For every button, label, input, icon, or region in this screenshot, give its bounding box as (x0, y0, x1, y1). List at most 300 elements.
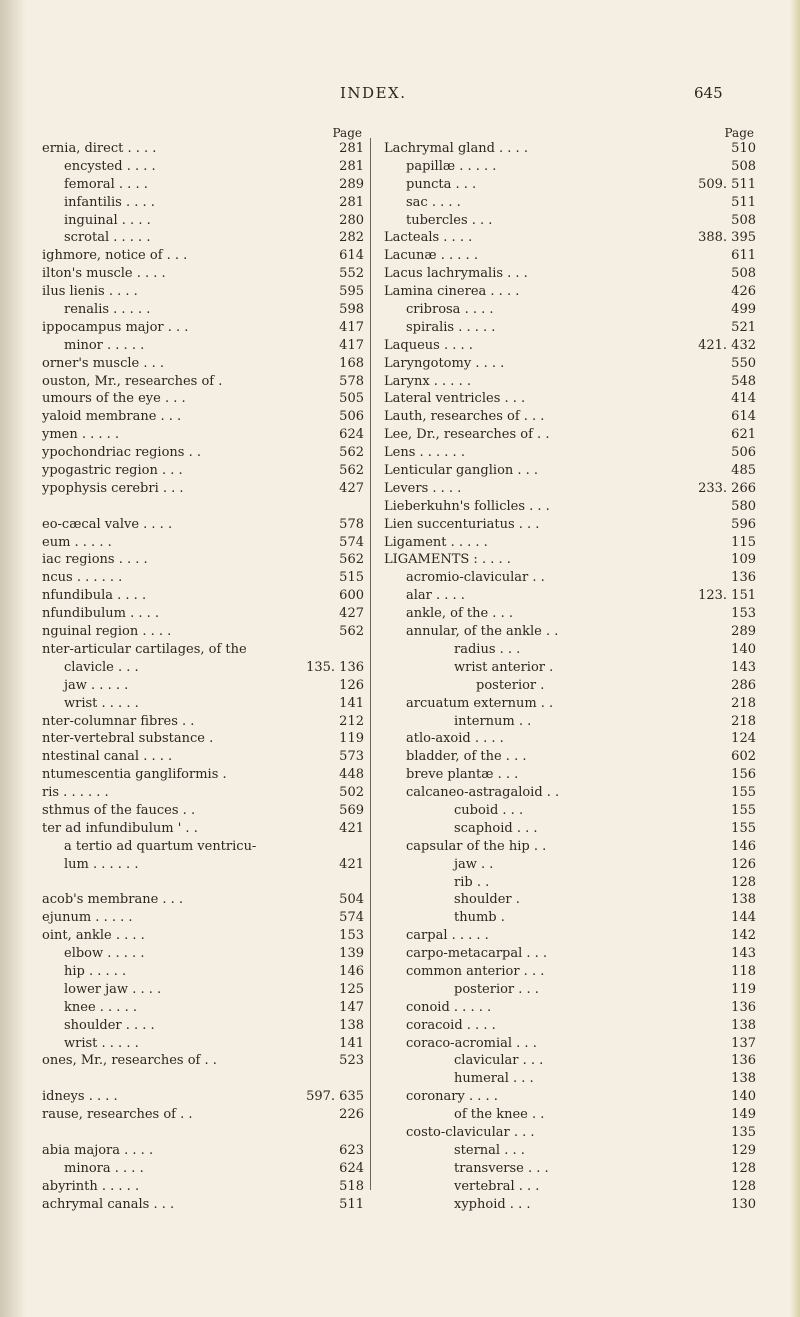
index-entry (42, 1142, 364, 1160)
index-entry (42, 265, 364, 283)
index-column-left (42, 126, 364, 1213)
index-page-ref: 602 (731, 749, 756, 765)
index-entry (42, 945, 364, 963)
index-page-ref: 141 (339, 695, 364, 711)
index-page-ref: 130 (731, 1196, 756, 1212)
index-page-ref: 515 (339, 570, 364, 586)
index-term: lum . . . . . . (64, 856, 139, 872)
index-page-ref: 128 (731, 1178, 756, 1194)
index-entry (42, 516, 364, 534)
index-term: Lieberkuhn's follicles . . . (384, 498, 550, 514)
index-entry (384, 319, 756, 337)
index-entry (42, 444, 364, 462)
index-entry (42, 909, 364, 927)
running-header (0, 84, 800, 108)
index-term: renalis . . . . . (64, 302, 151, 318)
index-term: clavicular . . . (454, 1053, 544, 1069)
index-term: nfundibulum . . . . (42, 606, 160, 622)
index-page-ref: 142 (731, 928, 756, 944)
index-term: umours of the eye . . . (42, 391, 186, 407)
index-page-ref: 506 (731, 445, 756, 461)
index-entry (42, 587, 364, 605)
index-page-ref: 508 (731, 266, 756, 282)
index-page-ref: 124 (731, 731, 756, 747)
index-page-ref: 128 (731, 874, 756, 890)
index-page-ref: 562 (339, 445, 364, 461)
index-term: posterior . (476, 677, 545, 693)
index-term: hip . . . . . (64, 963, 127, 979)
index-page-ref: 578 (339, 516, 364, 532)
index-entry (384, 140, 756, 158)
index-entry (384, 927, 756, 945)
index-page-ref: 600 (339, 588, 364, 604)
index-entry (42, 1070, 364, 1088)
index-term: sac . . . . (406, 194, 461, 210)
index-term: of the knee . . (454, 1107, 545, 1123)
index-term: LIGAMENTS : . . . . (384, 552, 511, 568)
index-entry (384, 784, 756, 802)
index-page-ref: 562 (339, 463, 364, 479)
index-page-ref: 138 (339, 1017, 364, 1033)
index-entry (42, 1052, 364, 1070)
index-term: Lee, Dr., researches of . . (384, 427, 550, 443)
index-entry (42, 140, 364, 158)
index-page-ref: 168 (339, 355, 364, 371)
index-entry (42, 194, 364, 212)
index-page-ref: 123. 151 (698, 588, 756, 604)
index-entry (384, 874, 756, 892)
index-entry (384, 1035, 756, 1053)
index-entry (42, 856, 364, 874)
index-term: spiralis . . . . . (406, 319, 496, 335)
index-page-ref: 119 (731, 981, 756, 997)
index-term: wrist . . . . . (64, 1035, 139, 1051)
index-term: sthmus of the fauces . . (42, 802, 196, 818)
index-term: nter-vertebral substance . (42, 731, 214, 747)
index-page-ref: 146 (731, 838, 756, 854)
index-term: Ligament . . . . . (384, 534, 488, 550)
index-entry (384, 587, 756, 605)
index-term: nter-columnar fibres . . (42, 713, 195, 729)
index-page-ref: 136 (731, 570, 756, 586)
index-entry (384, 766, 756, 784)
index-term: papillæ . . . . . (406, 158, 497, 174)
index-page-ref: 509. 511 (698, 176, 756, 192)
index-term: carpal . . . . . (406, 928, 489, 944)
index-page-ref: 573 (339, 749, 364, 765)
index-page-ref: 289 (731, 624, 756, 640)
index-term: shoulder . (454, 892, 520, 908)
index-term: annular, of the ankle . . (406, 624, 559, 640)
index-page-ref: 281 (339, 158, 364, 174)
index-entry (384, 283, 756, 301)
index-page-ref: 421 (339, 856, 364, 872)
index-page-ref: 421 (339, 820, 364, 836)
index-page-ref: 126 (339, 677, 364, 693)
index-term: yaloid membrane . . . (42, 409, 182, 425)
index-page-ref: 139 (339, 946, 364, 962)
index-entry (384, 1178, 756, 1196)
index-term: scrotal . . . . . (64, 230, 151, 246)
index-page-ref: 143 (731, 659, 756, 675)
index-page-ref: 580 (731, 498, 756, 514)
index-page-ref: 569 (339, 802, 364, 818)
index-page-ref: 502 (339, 785, 364, 801)
index-page-ref: 518 (339, 1178, 364, 1194)
index-term: ippocampus major . . . (42, 319, 189, 335)
index-entry (384, 748, 756, 766)
index-entry (42, 748, 364, 766)
index-term: calcaneo-astragaloid . . (406, 785, 560, 801)
index-entry (384, 945, 756, 963)
index-page-ref: 562 (339, 624, 364, 640)
index-entry (384, 373, 756, 391)
index-term: Lachrymal gland . . . . (384, 141, 528, 156)
index-page-ref: 414 (731, 391, 756, 407)
index-entry (42, 373, 364, 391)
column-divider (370, 138, 371, 1190)
index-entry (42, 1160, 364, 1178)
index-entry (42, 713, 364, 731)
index-entry (42, 551, 364, 569)
index-entry (42, 390, 364, 408)
index-entry (42, 963, 364, 981)
index-page-ref: 506 (339, 409, 364, 425)
index-entry (384, 176, 756, 194)
index-entry (42, 1035, 364, 1053)
index-entry (384, 229, 756, 247)
index-entry (42, 176, 364, 194)
index-entry (384, 534, 756, 552)
index-page-ref: 485 (731, 463, 756, 479)
index-entry (42, 1017, 364, 1035)
index-term: jaw . . (454, 856, 494, 872)
index-term: ankle, of the . . . (406, 606, 513, 622)
index-term: conoid . . . . . (406, 999, 492, 1015)
index-term: Lacus lachrymalis . . . (384, 266, 528, 282)
index-page-ref: 138 (731, 892, 756, 908)
index-entry (384, 1088, 756, 1106)
index-entry (42, 981, 364, 999)
index-page-ref: 286 (731, 677, 756, 693)
header-title: INDEX. (340, 84, 407, 102)
index-term: acromio-clavicular . . (406, 570, 545, 586)
index-term: femoral . . . . (64, 176, 148, 192)
index-term: Lateral ventricles . . . (384, 391, 526, 407)
index-entry (42, 229, 364, 247)
index-entry (42, 802, 364, 820)
index-entry (42, 498, 364, 516)
index-page-ref: 140 (731, 641, 756, 657)
index-page-ref: 499 (731, 302, 756, 318)
index-term: abia majora . . . . (42, 1142, 154, 1158)
index-page-ref: 504 (339, 892, 364, 908)
index-term: Lacunæ . . . . . (384, 248, 478, 264)
index-term: ypogastric region . . . (42, 463, 183, 479)
index-term: eo-cæcal valve . . . . (42, 516, 173, 532)
index-page-ref: 550 (731, 355, 756, 371)
index-page-ref: 597. 635 (306, 1089, 364, 1105)
index-term: coracoid . . . . (406, 1017, 496, 1033)
index-entry (384, 462, 756, 480)
index-term: Lacteals . . . . (384, 230, 473, 246)
index-entry (42, 927, 364, 945)
index-page-ref: 147 (339, 999, 364, 1015)
index-term: rib . . (454, 874, 490, 890)
index-page-ref: 505 (339, 391, 364, 407)
index-page-ref: 155 (731, 820, 756, 836)
index-term: jaw . . . . . (64, 677, 129, 693)
index-term: shoulder . . . . (64, 1017, 155, 1033)
index-page-ref: 574 (339, 910, 364, 926)
index-term: ymen . . . . . (42, 427, 120, 443)
page-edge-stain (790, 0, 800, 1317)
index-page-ref: 136 (731, 999, 756, 1015)
book-binding-shadow (0, 0, 26, 1317)
index-term: ntumescentia gangliformis . (42, 767, 227, 783)
index-entry (384, 301, 756, 319)
index-page-ref: 109 (731, 552, 756, 568)
index-entry (384, 659, 756, 677)
index-term: costo-clavicular . . . (406, 1124, 535, 1140)
index-page-ref: 156 (731, 767, 756, 783)
index-page-ref: 155 (731, 802, 756, 818)
index-term: wrist . . . . . (64, 695, 139, 711)
index-term: ouston, Mr., researches of . (42, 373, 223, 389)
index-page-ref: 153 (731, 606, 756, 622)
index-entry (384, 1160, 756, 1178)
index-page-ref: 611 (731, 248, 756, 264)
index-term: elbow . . . . . (64, 946, 145, 962)
index-entry (384, 802, 756, 820)
index-term: Lens . . . . . . (384, 445, 465, 461)
index-page-ref: 596 (731, 516, 756, 532)
index-entry (384, 1124, 756, 1142)
index-entry (384, 1196, 756, 1214)
index-entry (42, 462, 364, 480)
index-entry (384, 444, 756, 462)
index-term: minor . . . . . (64, 337, 145, 353)
index-page-ref: 155 (731, 785, 756, 801)
index-page-ref: 126 (731, 856, 756, 872)
index-term: orner's muscle . . . (42, 355, 164, 371)
index-page-ref: 212 (339, 713, 364, 729)
index-entry (384, 265, 756, 283)
index-entry (384, 605, 756, 623)
index-page-ref: 508 (731, 212, 756, 228)
index-term: ncus . . . . . . (42, 570, 123, 586)
index-page-ref: 574 (339, 534, 364, 550)
index-page-ref: 281 (339, 194, 364, 210)
index-entry (384, 355, 756, 373)
index-term: achrymal canals . . . (42, 1196, 175, 1212)
index-term: Laryngotomy . . . . (384, 355, 505, 371)
index-page-ref: 136 (731, 1053, 756, 1069)
index-page-ref: 388. 395 (698, 230, 756, 246)
page-column-label: Page (724, 126, 754, 140)
index-page-ref: 149 (731, 1107, 756, 1123)
index-term: ighmore, notice of . . . (42, 248, 188, 264)
index-term: knee . . . . . (64, 999, 137, 1015)
index-term: ter ad infundibulum ' . . (42, 820, 198, 836)
index-term: iac regions . . . . (42, 552, 148, 568)
index-page-ref: 427 (339, 606, 364, 622)
index-term: common anterior . . . (406, 963, 545, 979)
index-term: nfundibula . . . . (42, 588, 147, 604)
index-term: rause, researches of . . (42, 1107, 193, 1123)
index-entry (384, 1070, 756, 1088)
index-entry (42, 534, 364, 552)
index-page-ref: 426 (731, 284, 756, 300)
index-entry (42, 1106, 364, 1124)
index-entry (384, 337, 756, 355)
index-entry (42, 301, 364, 319)
index-page-ref: 119 (339, 731, 364, 747)
index-term: Lenticular ganglion . . . (384, 463, 539, 479)
index-page-ref: 144 (731, 910, 756, 926)
index-page-ref: 614 (339, 248, 364, 264)
index-term: minora . . . . (64, 1160, 144, 1176)
index-page-ref: 141 (339, 1035, 364, 1051)
index-entry (42, 319, 364, 337)
index-entry (42, 247, 364, 265)
index-page-ref: 523 (339, 1053, 364, 1069)
index-entry (42, 820, 364, 838)
index-entry (42, 838, 364, 856)
index-page-ref: 621 (731, 427, 756, 443)
index-page-ref: 218 (731, 713, 756, 729)
index-entry (384, 212, 756, 230)
index-page-ref: 578 (339, 373, 364, 389)
index-term: idneys . . . . (42, 1089, 118, 1105)
index-page-ref: 153 (339, 928, 364, 944)
index-term: breve plantæ . . . (406, 767, 519, 783)
index-page-ref: 289 (339, 176, 364, 192)
index-entry (42, 426, 364, 444)
index-entry (384, 194, 756, 212)
index-term: radius . . . (454, 641, 521, 657)
index-term: coraco-acromial . . . (406, 1035, 537, 1051)
index-entry (42, 1196, 364, 1214)
index-entry (384, 677, 756, 695)
index-entry (384, 856, 756, 874)
index-page-ref: 511 (339, 1196, 364, 1212)
index-term: acob's membrane . . . (42, 892, 184, 908)
index-page-ref: 614 (731, 409, 756, 425)
index-entry (384, 891, 756, 909)
index-entry (384, 1142, 756, 1160)
index-entry (384, 569, 756, 587)
index-page-ref: 146 (339, 963, 364, 979)
index-term: internum . . (454, 713, 532, 729)
index-entry (42, 695, 364, 713)
index-page-ref: 417 (339, 337, 364, 353)
index-term: sternal . . . (454, 1142, 525, 1158)
index-entry (384, 730, 756, 748)
index-term: cribrosa . . . . (406, 302, 494, 318)
index-entry (384, 838, 756, 856)
index-page-ref: 233. 266 (698, 480, 756, 496)
index-entry (384, 695, 756, 713)
index-page-ref: 135. 136 (306, 659, 364, 675)
index-term: lower jaw . . . . (64, 981, 162, 997)
index-entry (384, 390, 756, 408)
index-term: oint, ankle . . . . (42, 928, 145, 944)
index-term: ypochondriac regions . . (42, 445, 201, 461)
index-entry (384, 426, 756, 444)
index-page-ref: 624 (339, 427, 364, 443)
index-term: puncta . . . (406, 176, 477, 192)
index-entry (42, 659, 364, 677)
index-page-ref: 595 (339, 284, 364, 300)
index-entry (384, 623, 756, 641)
index-entry (42, 641, 364, 659)
index-term: capsular of the hip . . (406, 838, 547, 854)
index-entry (42, 408, 364, 426)
index-entry (384, 981, 756, 999)
index-page-ref: 118 (731, 963, 756, 979)
index-entry (384, 408, 756, 426)
index-page-ref: 226 (339, 1107, 364, 1123)
index-entry (42, 212, 364, 230)
index-term: Laqueus . . . . (384, 337, 473, 353)
index-page-ref: 128 (731, 1160, 756, 1176)
index-term: posterior . . . (454, 981, 539, 997)
index-page-ref: 448 (339, 767, 364, 783)
index-term: alar . . . . (406, 588, 465, 604)
index-term: nter-articular cartilages, of the (42, 641, 247, 657)
index-term: ntestinal canal . . . . (42, 749, 173, 765)
index-entry (384, 641, 756, 659)
index-term: Levers . . . . (384, 480, 462, 496)
index-page-ref: 623 (339, 1142, 364, 1158)
index-entry (384, 498, 756, 516)
index-entry (42, 730, 364, 748)
index-term: ejunum . . . . . (42, 910, 133, 926)
index-entry (42, 891, 364, 909)
index-term: Larynx . . . . . (384, 373, 471, 389)
index-entry (42, 1088, 364, 1106)
index-entry (42, 158, 364, 176)
header-page-number: 645 (694, 84, 723, 102)
index-term: a tertio ad quartum ventricu- (64, 838, 257, 854)
index-term: Lien succenturiatus . . . (384, 516, 540, 532)
index-entry (42, 569, 364, 587)
index-entry (42, 677, 364, 695)
index-term: vertebral . . . (454, 1178, 540, 1194)
index-page-ref: 137 (731, 1035, 756, 1051)
index-term: abyrinth . . . . . (42, 1178, 140, 1194)
index-page-ref: 135 (731, 1124, 756, 1140)
index-page-ref: 282 (339, 230, 364, 246)
index-entry (384, 820, 756, 838)
index-page-ref: 140 (731, 1089, 756, 1105)
index-entry (42, 1178, 364, 1196)
index-term: xyphoid . . . (454, 1196, 531, 1212)
index-term: transverse . . . (454, 1160, 549, 1176)
index-term: coronary . . . . (406, 1089, 498, 1105)
index-page-ref: 508 (731, 158, 756, 174)
index-page-ref: 521 (731, 319, 756, 335)
index-page-ref: 218 (731, 695, 756, 711)
index-entry (42, 784, 364, 802)
index-term: eum . . . . . (42, 534, 112, 550)
index-entry (42, 874, 364, 892)
index-term: thumb . (454, 910, 505, 926)
index-page-ref: 115 (731, 534, 756, 550)
index-page-ref: 510 (731, 141, 756, 156)
index-entry (42, 355, 364, 373)
